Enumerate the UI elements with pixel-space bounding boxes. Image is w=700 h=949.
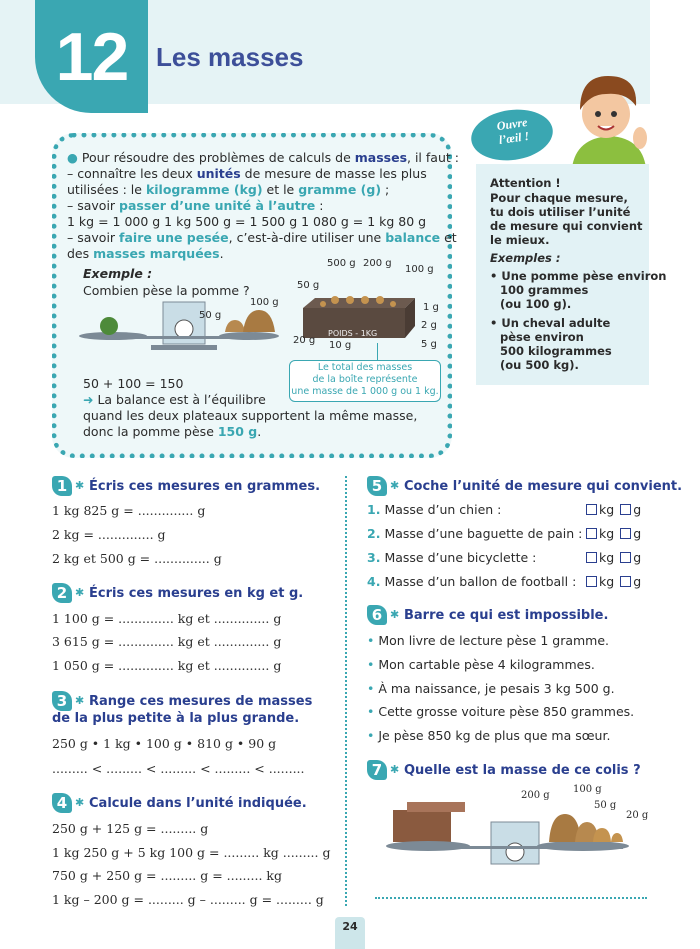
checkbox-kg[interactable] [586,576,597,587]
exercise-3-title-line-2: de la plus petite à la plus grande. [52,711,300,726]
lesson-line-7: des masses marquées. [67,246,224,261]
apple-icon [100,317,118,335]
box-label-1g: 1 g [423,302,439,313]
lesson-line-4: – savoir passer d’une unité à l’autre : [67,198,324,213]
conclusion-line-2: quand les deux plateaux supportent la même masse, [83,408,418,423]
star-icon: ✱ [390,763,400,776]
exercise-6-item[interactable]: • Mon livre de lecture pèse 1 gramme. [367,633,610,648]
exercise-5-checkboxes[interactable]: kg g [580,550,641,565]
lesson-line-1: ● Pour résoudre des problèmes de calculs de masses, il faut : [67,150,459,165]
exercise-6-item[interactable]: • Je pèse 850 kg de plus que ma sœur. [367,728,611,743]
side-note-box [476,164,667,385]
box-label-5g: 5 g [421,339,437,350]
exercise-5-row: 2. Masse d’une baguette de pain : [367,526,583,541]
weight-100g-icon [243,310,275,332]
exercise-6-badge: 6 [367,605,387,625]
weight-50g-icon [225,320,245,332]
checkbox-kg[interactable] [586,552,597,563]
caption-arrow [377,343,378,361]
example-question: Combien pèse la pomme ? [83,283,250,298]
conclusion-line-1: ➜ La balance est à l’équilibre [83,392,266,407]
box-label-10g: 10 g [329,340,352,351]
exercise-3-title-line-1: Range ces mesures de masses [89,694,313,709]
attention-label: Attention ! [490,176,561,190]
exercise-5-row: 3. Masse d’une bicyclette : [367,550,537,565]
side-text-3: de mesure qui convient [490,219,643,233]
parcel-balance-illustration [383,780,648,870]
lesson-line-5: 1 kg = 1 000 g 1 kg 500 g = 1 500 g 1 080 g = 1 kg 80 g [67,214,427,229]
exercise-4-row[interactable]: 750 g + 250 g = ......... g = ......... kg [52,868,282,883]
box-caption: Le total des masses de la boîte représente une masse de 1 000 g ou 1 kg. [289,360,441,402]
checkbox-g[interactable] [620,504,631,515]
example-calc: 50 + 100 = 150 [83,376,184,391]
exercise-1-row[interactable]: 1 kg 825 g = .............. g [52,503,206,518]
box-label-50g: 50 g [297,280,320,291]
star-icon: ✱ [390,479,400,492]
column-divider [345,476,347,906]
exercise-5-badge: 5 [367,476,387,496]
star-icon: ✱ [75,694,85,707]
exercise-6-item[interactable]: • Cette grosse voiture pèse 850 grammes. [367,704,635,719]
exercise-7-title: Quelle est la masse de ce colis ? [404,763,641,778]
ex2-line-2: pèse environ [500,330,584,344]
box-label-20g: 20 g [293,335,316,346]
exercise-1-row[interactable]: 2 kg = .............. g [52,527,166,542]
side-text-1: Pour chaque mesure, [490,191,628,205]
chapter-number: 12 [55,19,128,95]
weight-box-brand: POIDS - 1KG [328,329,378,338]
box-label-100g: 100 g [405,264,434,275]
weight-200g-label: 200 g [521,790,550,801]
side-text-4: le mieux. [490,233,550,247]
ex1-line-2: 100 grammes [500,283,589,297]
ex1-line-3: (ou 100 g). [500,297,572,311]
star-icon: ✱ [75,586,85,599]
exercise-3-answer[interactable]: ......... < ......... < ......... < ......... < ......... [52,761,305,776]
checkbox-g[interactable] [620,528,631,539]
exercise-2-title: Écris ces mesures en kg et g. [89,586,304,601]
conclusion-line-3: donc la pomme pèse 150 g. [83,424,262,439]
ouvre-loeil-text: Ouvre l’œil ! [495,115,530,147]
box-label-200g: 200 g [363,258,392,269]
exercise-2-badge: 2 [52,583,72,603]
side-text-2: tu dois utiliser l’unité [490,205,631,219]
ex2-line-4: (ou 500 kg). [500,358,579,372]
checkbox-g[interactable] [620,552,631,563]
scale-dial [175,320,193,338]
exercise-1-row[interactable]: 2 kg et 500 g = .............. g [52,551,222,566]
lesson-box [52,133,459,458]
exercise-6-item[interactable]: • À ma naissance, je pesais 3 kg 500 g. [367,681,615,696]
exercise-5-row: 4. Masse d’un ballon de football : [367,574,577,589]
right-plate [537,841,629,851]
ex2-line-3: 500 kilogrammes [500,344,612,358]
star-icon: ✱ [75,479,85,492]
exercise-2-row[interactable]: 1 050 g = .............. kg et .............. g [52,658,282,673]
lesson-line-3: utilisées : le kilogramme (kg) et le gramme (g) ; [67,182,390,197]
exercise-1-title: Écris ces mesures en grammes. [89,479,321,494]
exercise-7-answer-line[interactable] [375,897,647,899]
box-label-500g: 500 g [327,258,356,269]
page-number: 24 [335,917,365,949]
exercise-4-title: Calcule dans l’unité indiquée. [89,796,307,811]
ex1-line-1: • Une pomme pèse environ [490,269,667,283]
checkbox-kg[interactable] [586,504,597,515]
exercise-5-checkboxes[interactable]: kg g [580,502,641,517]
exercise-4-row[interactable]: 1 kg – 200 g = ......... g – ......... g = ......... g [52,892,324,907]
exercise-4-row[interactable]: 1 kg 250 g + 5 kg 100 g = ......... kg ......... g [52,845,331,860]
exercise-3-values: 250 g • 1 kg • 100 g • 810 g • 90 g [52,736,277,751]
box-label-2g: 2 g [421,320,437,331]
exercise-6-item[interactable]: • Mon cartable pèse 4 kilogrammes. [367,657,595,672]
lesson-line-2: – connaître les deux unités de mesure de masse les plus [67,166,427,181]
checkbox-g[interactable] [620,576,631,587]
parcel-icon [393,810,451,842]
scale-dial [506,843,524,861]
examples-label: Exemples : [490,251,561,265]
weight-100g-label: 100 g [250,297,279,308]
exercise-5-row: 1. Masse d’un chien : [367,502,502,517]
checkbox-kg[interactable] [586,528,597,539]
exercise-2-row[interactable]: 1 100 g = .............. kg et .............. g [52,611,282,626]
exercise-5-title: Coche l’unité de mesure qui convient. [404,479,683,494]
weight-100g-label: 100 g [573,784,602,795]
weight-20g-icon [611,833,623,842]
ex2-line-1: • Un cheval adulte [490,316,611,330]
star-icon: ✱ [390,608,400,621]
weight-50g-label: 50 g [199,310,222,321]
exercise-5-checkboxes[interactable]: kg g [580,526,641,541]
weight-20g-label: 20 g [626,810,649,821]
exercise-3-badge: 3 [52,691,72,711]
exercise-6-title: Barre ce qui est impossible. [404,608,609,623]
page-title: Les masses [156,42,304,72]
exercise-5-checkboxes[interactable]: kg g [580,574,641,589]
exercise-4-badge: 4 [52,793,72,813]
boy-illustration [562,70,650,168]
weight-50g-label: 50 g [594,800,617,811]
lesson-line-6: – savoir faire une pesée, c’est-à-dire utiliser une balance et [67,230,457,245]
right-plate [219,332,279,340]
example-label: Exemple : [83,266,153,281]
exercise-2-row[interactable]: 3 615 g = .............. kg et .............. g [52,634,282,649]
star-icon: ✱ [75,796,85,809]
exercise-1-badge: 1 [52,476,72,496]
exercise-7-badge: 7 [367,760,387,780]
exercise-4-row[interactable]: 250 g + 125 g = ......... g [52,821,209,836]
